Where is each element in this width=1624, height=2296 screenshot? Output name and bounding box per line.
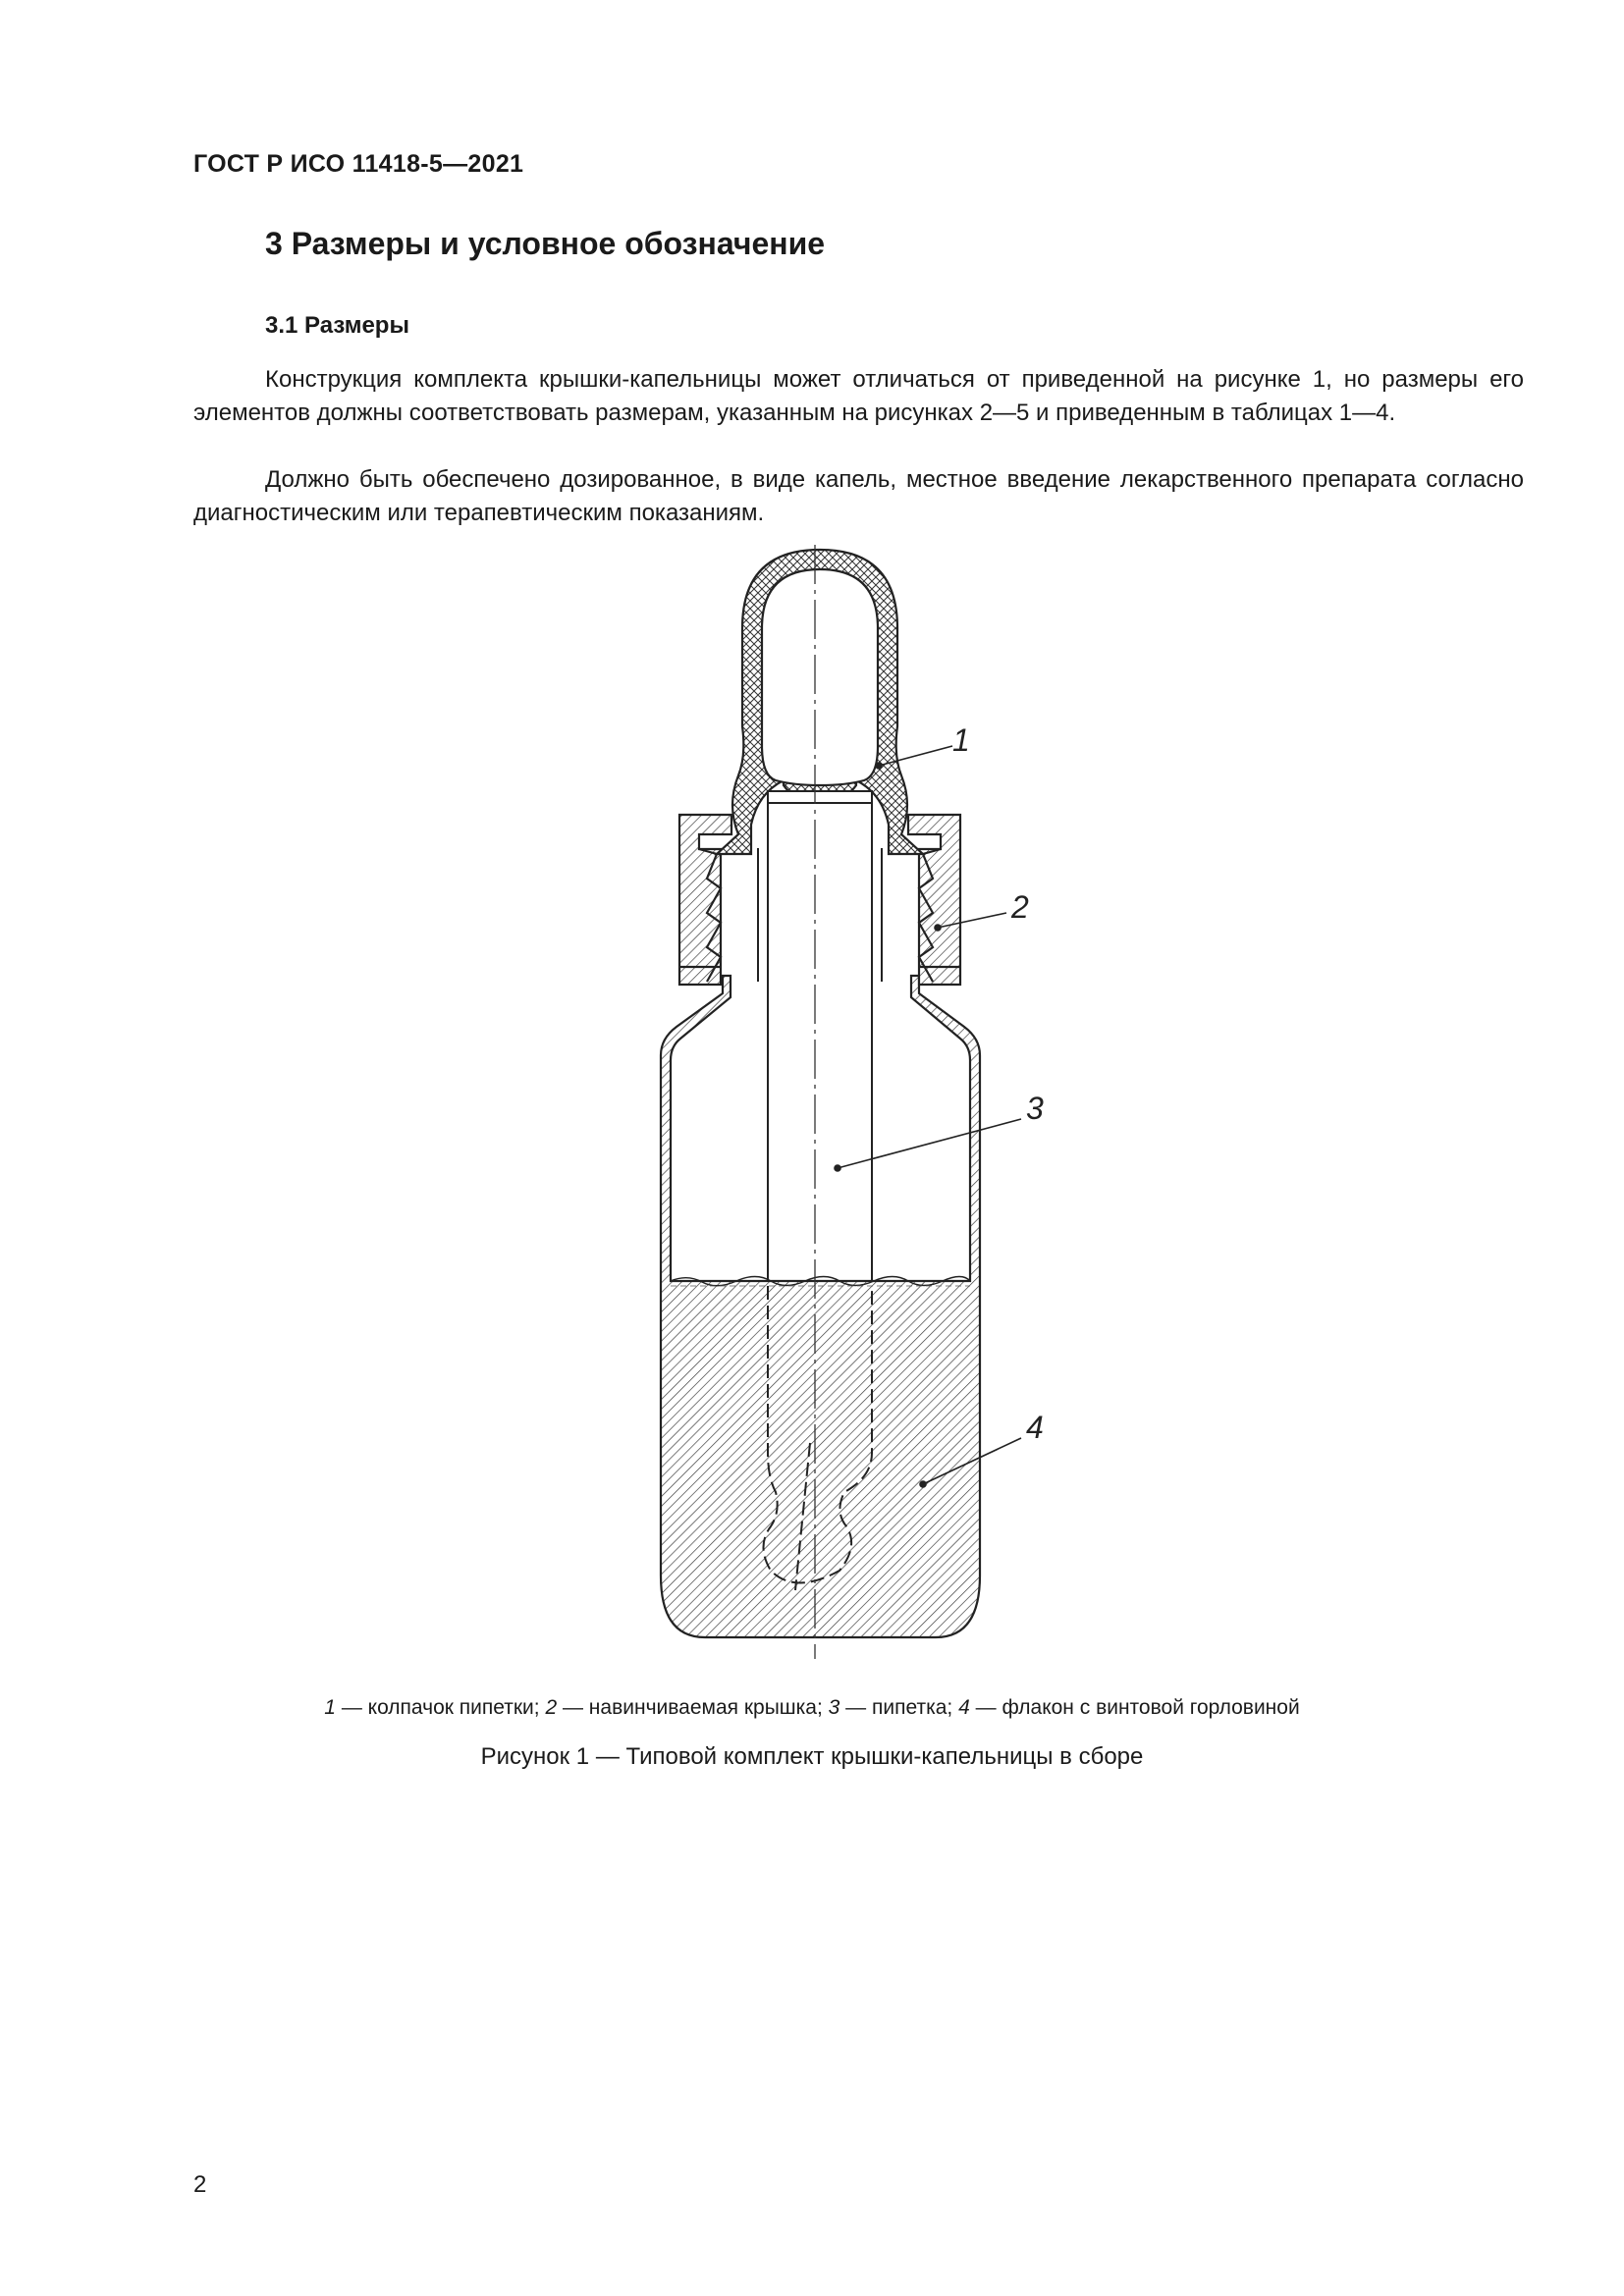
- paragraph-1: [193, 363, 1524, 430]
- section-title: 3 Размеры и условное обозначение: [265, 226, 826, 261]
- legend-text-3: — пипетка;: [839, 1696, 959, 1719]
- paragraph-1-text: Конструкция комплекта крышки-капельницы может отличаться от приведенной на рисунке 1, но размеры его элементов должны соответствовать размерам, указанным на рисунках 2—5 и приведенным в таблицах 1—4.: [193, 366, 1524, 426]
- dropper-assembly-figure: [609, 535, 1060, 1664]
- legend-text-2: — навинчиваемая крышка;: [557, 1696, 829, 1719]
- paragraph-2: [193, 463, 1524, 530]
- document-code: ГОСТ Р ИСО 11418-5—2021: [193, 150, 524, 178]
- legend-text-4: — флакон с винтовой горловиной: [969, 1696, 1300, 1719]
- callout-3: 3: [1026, 1091, 1044, 1126]
- bottle: [661, 976, 980, 1637]
- legend-text-1: — колпачок пипетки;: [335, 1696, 546, 1719]
- legend-num-3: 3: [828, 1696, 840, 1719]
- subsection-title: 3.1 Размеры: [265, 312, 409, 339]
- callout-2: 2: [1011, 889, 1029, 925]
- figure-legend: [0, 1696, 1624, 1720]
- legend-num-4: 4: [958, 1696, 970, 1719]
- callout-4: 4: [1026, 1410, 1044, 1445]
- legend-num-1: 1: [324, 1696, 336, 1719]
- pipette-bulb: [717, 550, 923, 854]
- callout-1: 1: [952, 722, 970, 758]
- page-number: 2: [193, 2171, 207, 2198]
- paragraph-2-text: Должно быть обеспечено дозированное, в виде капель, местное введение лекарственного препарата согласно диагностическим или терапевтическим показаниям.: [193, 466, 1524, 526]
- figure-caption: Рисунок 1 — Типовой комплект крышки-капельницы в сборе: [480, 1743, 1144, 1770]
- legend-num-2: 2: [545, 1696, 558, 1719]
- screw-cap: [679, 815, 960, 985]
